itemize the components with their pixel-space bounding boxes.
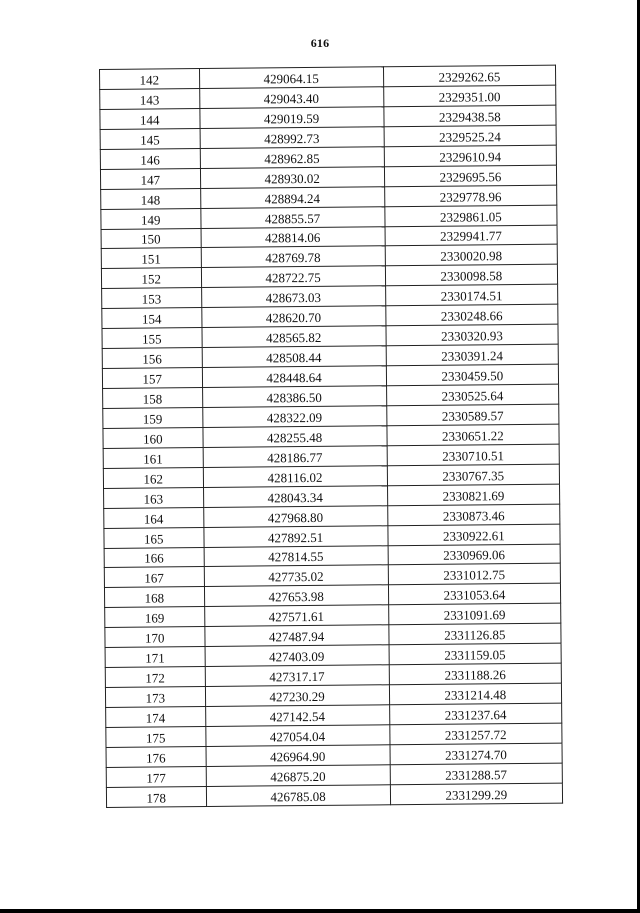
x-coordinate-cell: 429019.59 bbox=[199, 107, 383, 129]
x-coordinate-cell: 428186.77 bbox=[203, 446, 387, 468]
y-coordinate-cell: 2331159.05 bbox=[389, 643, 561, 665]
x-coordinate-cell: 428992.73 bbox=[200, 127, 384, 149]
y-coordinate-cell: 2330248.66 bbox=[385, 304, 557, 326]
point-number-cell: 151 bbox=[101, 248, 201, 269]
point-number-cell: 157 bbox=[102, 368, 202, 389]
point-number-cell: 166 bbox=[104, 547, 204, 568]
y-coordinate-cell: 2330098.58 bbox=[385, 264, 557, 286]
y-coordinate-cell: 2329525.24 bbox=[384, 125, 556, 147]
point-number-cell: 163 bbox=[104, 487, 204, 508]
point-number-cell: 146 bbox=[100, 148, 200, 169]
point-number-cell: 165 bbox=[104, 527, 204, 548]
y-coordinate-cell: 2331274.70 bbox=[390, 743, 562, 765]
point-number-cell: 171 bbox=[105, 647, 205, 668]
x-coordinate-cell: 428930.02 bbox=[200, 166, 384, 188]
y-coordinate-cell: 2329351.00 bbox=[383, 85, 555, 107]
x-coordinate-cell: 426875.20 bbox=[206, 765, 390, 787]
point-number-cell: 150 bbox=[101, 228, 201, 249]
x-coordinate-cell: 428962.85 bbox=[200, 147, 384, 169]
point-number-cell: 160 bbox=[103, 427, 203, 448]
x-coordinate-cell: 427653.98 bbox=[204, 585, 388, 607]
x-coordinate-cell: 427317.17 bbox=[205, 665, 389, 687]
y-coordinate-cell: 2330459.50 bbox=[386, 364, 558, 386]
x-coordinate-cell: 429043.40 bbox=[199, 87, 383, 109]
x-coordinate-cell: 428814.06 bbox=[201, 226, 385, 248]
y-coordinate-cell: 2330174.51 bbox=[385, 284, 557, 306]
coordinates-table-body bbox=[100, 65, 563, 807]
x-coordinate-cell: 427054.04 bbox=[205, 725, 389, 747]
x-coordinate-cell: 427968.80 bbox=[203, 505, 387, 527]
x-coordinate-cell: 426964.90 bbox=[206, 745, 390, 767]
point-number-cell: 175 bbox=[106, 726, 206, 747]
x-coordinate-cell: 426785.08 bbox=[206, 784, 390, 806]
point-number-cell: 176 bbox=[106, 746, 206, 767]
x-coordinate-cell: 428769.78 bbox=[201, 246, 385, 268]
y-coordinate-cell: 2330821.69 bbox=[387, 484, 559, 506]
x-coordinate-cell: 428565.82 bbox=[201, 326, 385, 348]
y-coordinate-cell: 2331257.72 bbox=[389, 723, 561, 745]
x-coordinate-cell: 428116.02 bbox=[203, 466, 387, 488]
point-number-cell: 169 bbox=[105, 607, 205, 628]
y-coordinate-cell: 2331188.26 bbox=[389, 663, 561, 685]
point-number-cell: 156 bbox=[102, 348, 202, 369]
y-coordinate-cell: 2329695.56 bbox=[384, 165, 556, 187]
point-number-cell: 155 bbox=[102, 328, 202, 349]
y-coordinate-cell: 2330922.61 bbox=[388, 524, 560, 546]
point-number-cell: 149 bbox=[101, 208, 201, 229]
point-number-cell: 172 bbox=[105, 667, 205, 688]
y-coordinate-cell: 2330767.35 bbox=[387, 464, 559, 486]
y-coordinate-cell: 2329438.58 bbox=[384, 105, 556, 127]
point-number-cell: 142 bbox=[100, 69, 200, 90]
point-number-cell: 147 bbox=[100, 168, 200, 189]
x-coordinate-cell: 428448.64 bbox=[202, 366, 386, 388]
point-number-cell: 161 bbox=[103, 447, 203, 468]
x-coordinate-cell: 427892.51 bbox=[203, 525, 387, 547]
x-coordinate-cell: 427403.09 bbox=[205, 645, 389, 667]
point-number-cell: 167 bbox=[104, 567, 204, 588]
y-coordinate-cell: 2329262.65 bbox=[383, 65, 555, 87]
point-number-cell: 153 bbox=[102, 288, 202, 309]
point-number-cell: 148 bbox=[101, 188, 201, 209]
y-coordinate-cell: 2331237.64 bbox=[389, 703, 561, 725]
y-coordinate-cell: 2331299.29 bbox=[390, 783, 562, 805]
y-coordinate-cell: 2331091.69 bbox=[388, 603, 560, 625]
x-coordinate-cell: 427487.94 bbox=[204, 625, 388, 647]
y-coordinate-cell: 2331012.75 bbox=[388, 564, 560, 586]
x-coordinate-cell: 428508.44 bbox=[202, 346, 386, 368]
point-number-cell: 168 bbox=[104, 587, 204, 608]
point-number-cell: 162 bbox=[103, 467, 203, 488]
x-coordinate-cell: 428722.75 bbox=[201, 266, 385, 288]
y-coordinate-cell: 2330651.22 bbox=[387, 424, 559, 446]
x-coordinate-cell: 428894.24 bbox=[200, 186, 384, 208]
y-coordinate-cell: 2331053.64 bbox=[388, 583, 560, 605]
x-coordinate-cell: 427814.55 bbox=[204, 545, 388, 567]
point-number-cell: 144 bbox=[100, 108, 200, 129]
point-number-cell: 143 bbox=[100, 88, 200, 109]
coordinates-table-container bbox=[99, 65, 563, 808]
page-edge-bottom bbox=[0, 909, 640, 913]
y-coordinate-cell: 2329610.94 bbox=[384, 145, 556, 167]
y-coordinate-cell: 2330969.06 bbox=[388, 544, 560, 566]
point-number-cell: 145 bbox=[100, 128, 200, 149]
y-coordinate-cell: 2331288.57 bbox=[390, 763, 562, 785]
point-number-cell: 174 bbox=[106, 707, 206, 728]
y-coordinate-cell: 2330525.64 bbox=[386, 384, 558, 406]
x-coordinate-cell: 427571.61 bbox=[204, 605, 388, 627]
table-row bbox=[106, 783, 562, 807]
y-coordinate-cell: 2329941.77 bbox=[385, 225, 557, 247]
point-number-cell: 159 bbox=[103, 407, 203, 428]
x-coordinate-cell: 427230.29 bbox=[205, 685, 389, 707]
y-coordinate-cell: 2330020.98 bbox=[385, 245, 557, 267]
point-number-cell: 177 bbox=[106, 766, 206, 787]
y-coordinate-cell: 2330391.24 bbox=[386, 344, 558, 366]
point-number-cell: 170 bbox=[105, 627, 205, 648]
x-coordinate-cell: 427142.54 bbox=[205, 705, 389, 727]
x-coordinate-cell: 428255.48 bbox=[202, 426, 386, 448]
point-number-cell: 152 bbox=[101, 268, 201, 289]
y-coordinate-cell: 2330589.57 bbox=[386, 404, 558, 426]
point-number-cell: 158 bbox=[103, 388, 203, 409]
y-coordinate-cell: 2330710.51 bbox=[387, 444, 559, 466]
x-coordinate-cell: 428386.50 bbox=[202, 386, 386, 408]
x-coordinate-cell: 428322.09 bbox=[202, 406, 386, 428]
y-coordinate-cell: 2330320.93 bbox=[386, 324, 558, 346]
y-coordinate-cell: 2331214.48 bbox=[389, 683, 561, 705]
point-number-cell: 164 bbox=[104, 507, 204, 528]
point-number-cell: 154 bbox=[102, 308, 202, 329]
y-coordinate-cell: 2330873.46 bbox=[387, 504, 559, 526]
x-coordinate-cell: 428673.03 bbox=[201, 286, 385, 308]
point-number-cell: 173 bbox=[105, 687, 205, 708]
y-coordinate-cell: 2329778.96 bbox=[384, 185, 556, 207]
page-number: 616 bbox=[310, 36, 330, 50]
x-coordinate-cell: 428620.70 bbox=[201, 306, 385, 328]
coordinates-table bbox=[99, 65, 563, 808]
x-coordinate-cell: 427735.02 bbox=[204, 565, 388, 587]
x-coordinate-cell: 429064.15 bbox=[199, 67, 383, 89]
y-coordinate-cell: 2329861.05 bbox=[385, 205, 557, 227]
point-number-cell: 178 bbox=[106, 786, 206, 807]
x-coordinate-cell: 428043.34 bbox=[203, 485, 387, 507]
y-coordinate-cell: 2331126.85 bbox=[389, 623, 561, 645]
x-coordinate-cell: 428855.57 bbox=[200, 206, 384, 228]
